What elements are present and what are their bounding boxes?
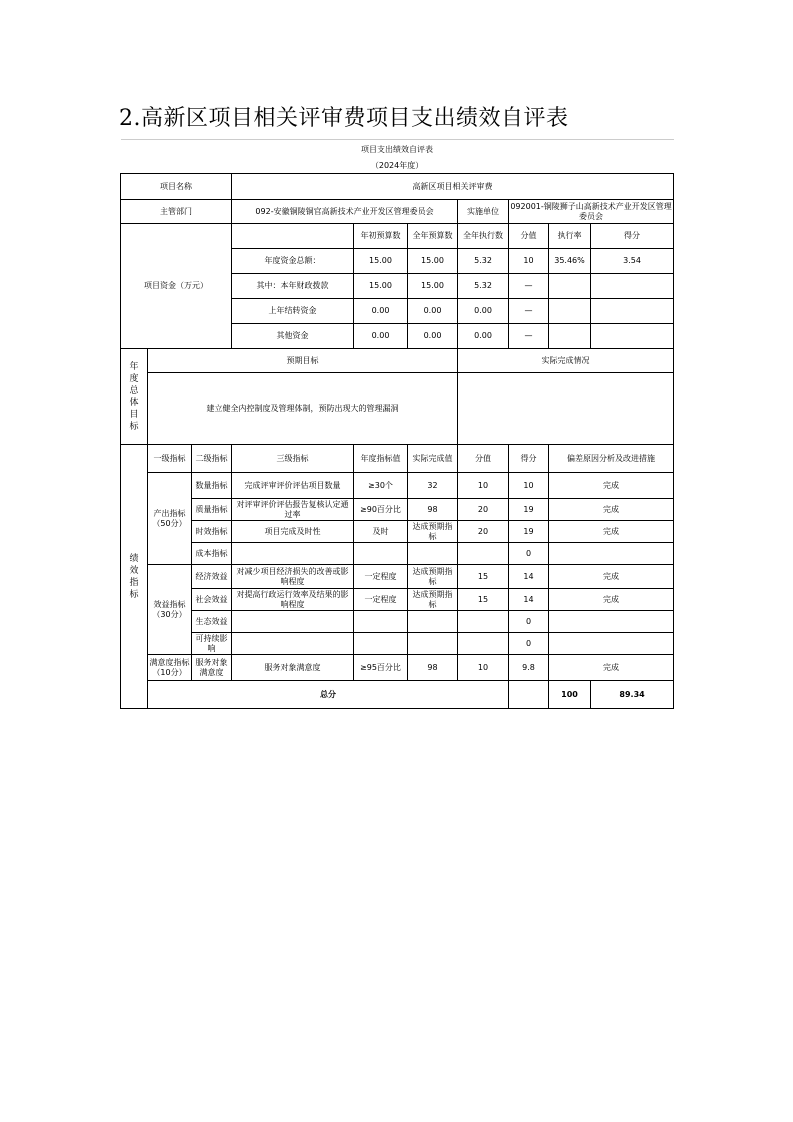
funds-cell: 10 — [509, 249, 549, 274]
perf-l2: 服务对象满意度 — [192, 655, 232, 681]
self-evaluation-table — [120, 139, 674, 709]
perf-l3: 完成评审评价评估项目数量 — [232, 473, 354, 499]
goals-actual-header: 实际完成情况 — [458, 349, 674, 373]
perf-score: 9.8 — [509, 655, 549, 681]
goals-actual — [458, 373, 674, 445]
funds-cell: 0.00 — [408, 299, 458, 324]
perf-weight: 10 — [458, 473, 509, 499]
perf-label-text: 绩效指标 — [129, 553, 139, 600]
perf-target — [354, 633, 408, 655]
total-score: 89.34 — [591, 681, 674, 709]
perf-l1: 效益指标（30分） — [148, 565, 192, 655]
funds-header-col5: 执行率 — [549, 224, 591, 249]
perf-l2: 可持续影响 — [192, 633, 232, 655]
funds-cell: — — [509, 324, 549, 349]
perf-target: ≥30个 — [354, 473, 408, 499]
funds-cell: 0.00 — [458, 299, 509, 324]
perf-note: 完成 — [549, 521, 674, 543]
perf-l3: 对提高行政运行效率及结果的影响程度 — [232, 589, 354, 611]
dept-label: 主管部门 — [121, 200, 232, 224]
perf-note: 完成 — [549, 499, 674, 521]
funds-header-col3: 全年执行数 — [458, 224, 509, 249]
funds-cell — [591, 274, 674, 299]
perf-score: 0 — [509, 611, 549, 633]
perf-l2: 生态效益 — [192, 611, 232, 633]
perf-note — [549, 543, 674, 565]
perf-note — [549, 611, 674, 633]
funds-label: 项目资金（万元） — [121, 224, 232, 349]
funds-cell — [549, 299, 591, 324]
funds-cell: — — [509, 274, 549, 299]
perf-target: 及时 — [354, 521, 408, 543]
perf-note: 完成 — [549, 655, 674, 681]
perf-target: 一定程度 — [354, 589, 408, 611]
perf-header: 三级指标 — [232, 445, 354, 473]
funds-cell — [549, 274, 591, 299]
perf-actual: 98 — [408, 655, 458, 681]
funds-cell — [549, 324, 591, 349]
perf-l3: 对减少项目经济损失的改善或影响程度 — [232, 565, 354, 589]
funds-row-label: 其他资金 — [232, 324, 354, 349]
perf-note — [549, 633, 674, 655]
perf-score: 10 — [509, 473, 549, 499]
impl-value: 092001-铜陵狮子山高新技术产业开发区管理委员会 — [509, 200, 674, 224]
funds-cell: 5.32 — [458, 249, 509, 274]
goals-label — [121, 349, 148, 445]
perf-l3: 对评审评价评估报告复核认定通过率 — [232, 499, 354, 521]
funds-cell: 15.00 — [408, 274, 458, 299]
perf-target — [354, 611, 408, 633]
impl-label: 实施单位 — [458, 200, 509, 224]
perf-note: 完成 — [549, 589, 674, 611]
funds-cell: 0.00 — [408, 324, 458, 349]
total-weight: 100 — [549, 681, 591, 709]
perf-weight — [458, 543, 509, 565]
perf-l3: 服务对象满意度 — [232, 655, 354, 681]
perf-weight: 20 — [458, 521, 509, 543]
funds-cell: 0.00 — [458, 324, 509, 349]
funds-header-col4: 分值 — [509, 224, 549, 249]
perf-l3 — [232, 611, 354, 633]
funds-cell: 5.32 — [458, 274, 509, 299]
perf-actual: 达成预期指标 — [408, 521, 458, 543]
perf-weight: 15 — [458, 589, 509, 611]
funds-cell: 3.54 — [591, 249, 674, 274]
perf-weight: 20 — [458, 499, 509, 521]
funds-header-blank — [232, 224, 354, 249]
perf-header: 分值 — [458, 445, 509, 473]
funds-cell: 35.46% — [549, 249, 591, 274]
perf-l3 — [232, 633, 354, 655]
funds-cell — [591, 324, 674, 349]
funds-cell: 15.00 — [354, 274, 408, 299]
project-name-label: 项目名称 — [121, 174, 232, 200]
perf-target — [354, 543, 408, 565]
perf-l2: 质量指标 — [192, 499, 232, 521]
perf-header: 一级指标 — [148, 445, 192, 473]
perf-l2: 经济效益 — [192, 565, 232, 589]
perf-target: ≥95百分比 — [354, 655, 408, 681]
funds-row-label: 上年结转资金 — [232, 299, 354, 324]
perf-score: 14 — [509, 589, 549, 611]
perf-l2: 成本指标 — [192, 543, 232, 565]
funds-header-col1: 年初预算数 — [354, 224, 408, 249]
perf-l2: 数量指标 — [192, 473, 232, 499]
perf-header: 得分 — [509, 445, 549, 473]
funds-cell: 15.00 — [408, 249, 458, 274]
perf-l1: 满意度指标（10分） — [148, 655, 192, 681]
perf-header: 实际完成值 — [408, 445, 458, 473]
dept-value: 092-安徽铜陵铜官高新技术产业开发区管理委员会 — [232, 200, 458, 224]
perf-l2: 社会效益 — [192, 589, 232, 611]
perf-actual: 32 — [408, 473, 458, 499]
perf-actual — [408, 633, 458, 655]
perf-target: 一定程度 — [354, 565, 408, 589]
funds-cell: 15.00 — [354, 249, 408, 274]
perf-target: ≥90百分比 — [354, 499, 408, 521]
goals-expected-header: 预期目标 — [148, 349, 458, 373]
perf-score: 14 — [509, 565, 549, 589]
perf-l1: 产出指标（50分） — [148, 473, 192, 565]
funds-cell: 0.00 — [354, 299, 408, 324]
perf-header: 二级指标 — [192, 445, 232, 473]
perf-label — [121, 445, 148, 709]
perf-weight — [458, 611, 509, 633]
form-title: 项目支出绩效自评表 — [121, 140, 674, 160]
total-label: 总分 — [148, 681, 509, 709]
goals-label-text: 年度总体目标 — [129, 361, 139, 432]
perf-note: 完成 — [549, 565, 674, 589]
perf-actual: 达成预期指标 — [408, 589, 458, 611]
perf-header: 偏差原因分析及改进措施 — [549, 445, 674, 473]
funds-cell: 0.00 — [354, 324, 408, 349]
form-year: （2024年度） — [370, 161, 424, 171]
perf-l3 — [232, 543, 354, 565]
funds-cell: — — [509, 299, 549, 324]
perf-weight — [458, 633, 509, 655]
perf-weight: 15 — [458, 565, 509, 589]
perf-actual — [408, 543, 458, 565]
perf-note: 完成 — [549, 473, 674, 499]
perf-l2: 时效指标 — [192, 521, 232, 543]
perf-weight: 10 — [458, 655, 509, 681]
funds-header-col2: 全年预算数 — [408, 224, 458, 249]
perf-score: 0 — [509, 633, 549, 655]
funds-row-label: 其中：本年财政拨款 — [232, 274, 354, 299]
perf-score: 0 — [509, 543, 549, 565]
perf-actual — [408, 611, 458, 633]
funds-row-label: 年度资金总额： — [232, 249, 354, 274]
project-name: 高新区项目相关评审费 — [232, 174, 674, 200]
funds-cell — [591, 299, 674, 324]
perf-score: 19 — [509, 499, 549, 521]
goals-expected: 建立健全内控制度及管理体制，预防出现大的管理漏洞 — [148, 373, 458, 445]
perf-actual: 达成预期指标 — [408, 565, 458, 589]
perf-score: 19 — [509, 521, 549, 543]
perf-l3: 项目完成及时性 — [232, 521, 354, 543]
total-blank — [509, 681, 549, 709]
page-heading: 2.高新区项目相关评审费项目支出绩效自评表 — [119, 106, 569, 131]
funds-header-col6: 得分 — [591, 224, 674, 249]
perf-header: 年度指标值 — [354, 445, 408, 473]
perf-actual: 98 — [408, 499, 458, 521]
